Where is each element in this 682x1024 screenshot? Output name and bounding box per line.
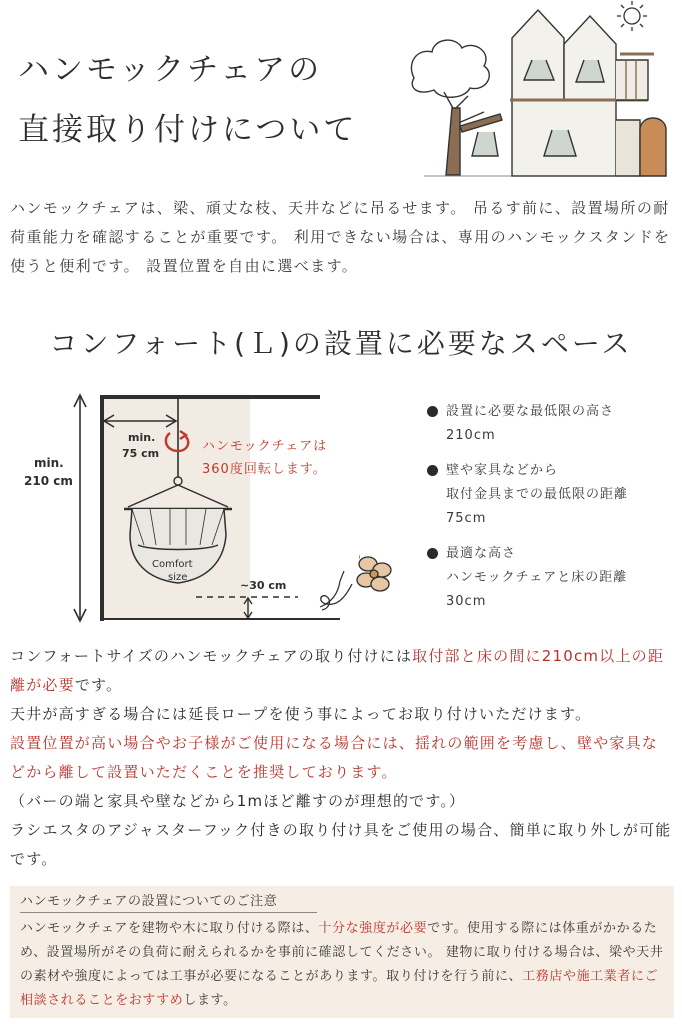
- space-diagram: [20, 385, 360, 625]
- spec-line: 最適な高さ: [446, 546, 517, 561]
- paragraph-warning: 設置位置が高い場合やお子様がご使用になる場合には、揺れの範囲を考慮し、壁や家具などから離して設置いただくことを推奨しております。: [10, 734, 659, 781]
- sun-icon: [617, 1, 647, 31]
- highlight-text: 取付部と床の間に210cm以上の距離が必要: [10, 647, 665, 694]
- page-title: [18, 40, 398, 160]
- height-arrow: [74, 395, 86, 621]
- page-title-line-2: 直接取り付けについて: [18, 112, 358, 148]
- spec-value: 30cm: [446, 594, 487, 609]
- bullet-icon: [427, 548, 438, 559]
- rotate-note: [202, 435, 327, 481]
- paragraph-requirement: [10, 642, 674, 700]
- spec-value: 210cm: [446, 428, 496, 443]
- spec-item: [426, 459, 676, 531]
- spec-value: 75cm: [446, 511, 487, 526]
- page-title-line-1: ハンモックチェアの: [18, 52, 323, 88]
- text-span: コンフォートサイズのハンモックチェアの取り付けには: [10, 647, 413, 665]
- spec-line: 取付金具までの最低限の距離: [446, 487, 629, 502]
- notice-box: [10, 886, 674, 1018]
- width-label-2: 75 cm: [122, 447, 160, 460]
- text-span: です。: [74, 676, 123, 694]
- rotate-note-line-2: 360度回転します。: [202, 462, 327, 477]
- flower-decoration: [310, 550, 400, 620]
- chair-label-2: size: [168, 572, 188, 583]
- height-label-2: 210 cm: [24, 474, 73, 488]
- bullet-icon: [427, 465, 438, 476]
- paragraph-extension: 天井が高すぎる場合には延長ロープを使う事によってお取り付けいただけます。: [10, 705, 592, 723]
- text-span: します。: [183, 993, 237, 1008]
- spec-item: [426, 400, 676, 448]
- intro-paragraph: ハンモックチェアは、梁、頑丈な枝、天井などに吊るせます。 吊るす前に、設置場所の耐荷重能力を確認することが重要です。 利用できない場合は、専用のハンモックスタンドを使うと便利です。 設置位置を自由に選べます。: [10, 199, 671, 275]
- clearance-label: ~30 cm: [240, 579, 287, 592]
- highlight-text: 十分な強度が必要: [318, 921, 428, 936]
- spec-list: [426, 400, 676, 625]
- paragraph-hook: ラシエスタのアジャスターフック付きの取り付け具をご使用の場合、簡単に取り外しが可能です。: [10, 821, 672, 868]
- building-icon: [472, 10, 666, 176]
- installation-text: [10, 642, 674, 874]
- text-span: です。使用する際には体重がかかるため、設置場所がその負荷に耐えられるかを事前に確認してください。 建物に取り付ける場合は、梁や天井の素材や強度によっては工事が必要になることがあります。取り付けを行う前に、: [20, 921, 664, 984]
- spec-line: 壁や家具などから: [446, 463, 559, 478]
- rotate-note-line-1: ハンモックチェアは: [202, 439, 328, 454]
- chair-label-1: Comfort: [152, 559, 193, 570]
- spec-line: 設置に必要な最低限の高さ: [446, 404, 615, 419]
- bullet-icon: [427, 406, 438, 417]
- notice-text: [20, 917, 666, 1013]
- spec-item: [426, 542, 676, 614]
- height-label-1: min.: [34, 456, 64, 470]
- highlight-text: 工務店や施工業者にご相談されることをおすすめ: [20, 969, 659, 1008]
- section-title: コンフォート(Ｌ)の設置に必要なスペース: [49, 327, 633, 360]
- width-label-1: min.: [128, 431, 156, 444]
- house-illustration: [404, 0, 682, 186]
- paragraph-distance: （バーの端と家具や壁などから1mほど離すのが理想的です。）: [10, 792, 466, 810]
- text-span: ハンモックチェアを建物や木に取り付ける際は、: [20, 921, 319, 936]
- spec-line: ハンモックチェアと床の距離: [446, 570, 628, 585]
- notice-title: ハンモックチェアの設置についてのご注意: [20, 892, 317, 913]
